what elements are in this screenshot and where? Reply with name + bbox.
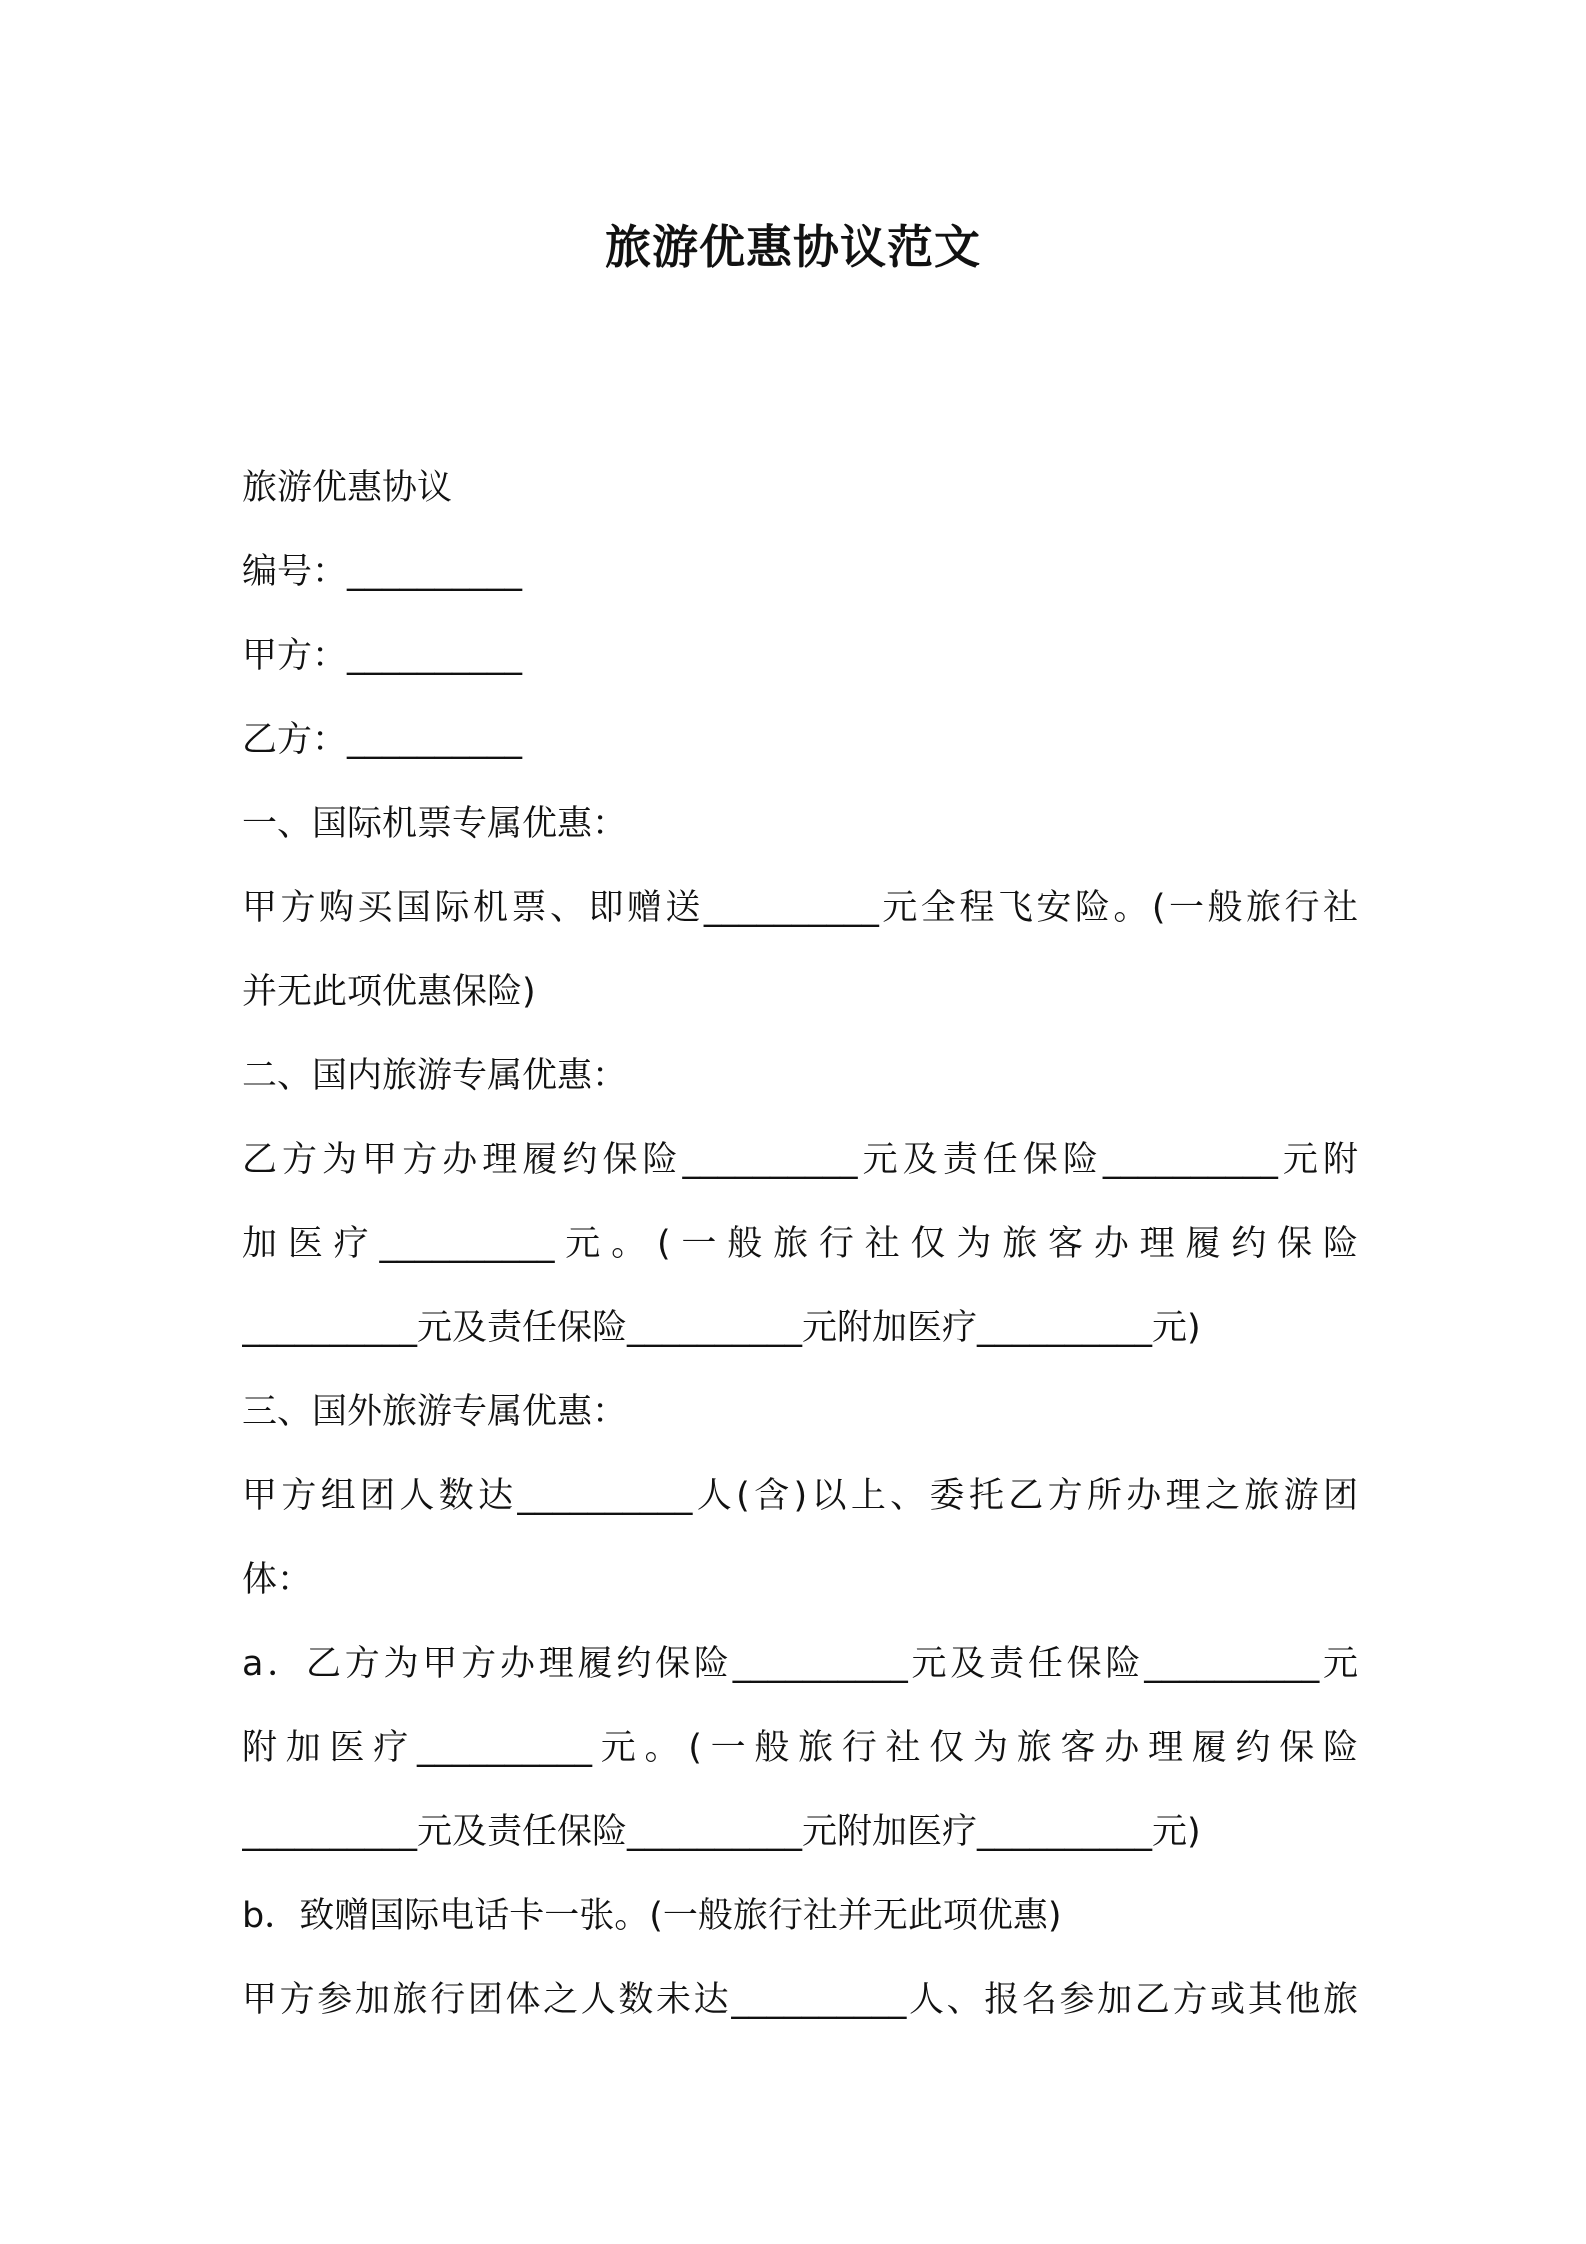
paragraph-line: 甲方购买国际机票、即赠送__________元全程飞安险。(一般旅行社 xyxy=(242,888,1358,928)
document-body xyxy=(242,446,1358,2042)
list-item-b: b．致赠国际电话卡一张。(一般旅行社并无此项优惠) xyxy=(242,1896,1062,1936)
paragraph-line: __________元及责任保险__________元附加医疗__________元) xyxy=(242,1308,1201,1348)
field-party-b: 乙方：__________ xyxy=(242,720,523,760)
field-party-a: 甲方：__________ xyxy=(242,636,523,676)
section-heading-2: 二、国内旅游专属优惠： xyxy=(242,1056,628,1096)
paragraph-line: 体： xyxy=(242,1560,313,1600)
paragraph-line: 甲方组团人数达__________人(含)以上、委托乙方所办理之旅游团 xyxy=(242,1476,1358,1516)
list-item-a: a．乙方为甲方办理履约保险__________元及责任保险__________元 xyxy=(242,1644,1358,1684)
section-heading-3: 三、国外旅游专属优惠： xyxy=(242,1392,628,1432)
paragraph-line: 乙方为甲方办理履约保险__________元及责任保险__________元附 xyxy=(242,1140,1358,1180)
paragraph-line: 并无此项优惠保险) xyxy=(242,972,536,1012)
paragraph-line: 甲方参加旅行团体之人数未达__________人、报名参加乙方或其他旅 xyxy=(242,1980,1358,2020)
document-title: 旅游优惠协议范文 xyxy=(605,220,981,274)
paragraph-line: 附加医疗__________元。(一般旅行社仅为旅客办理履约保险 xyxy=(242,1728,1358,1768)
section-heading-1: 一、国际机票专属优惠： xyxy=(242,804,628,844)
field-serial-number: 编号：__________ xyxy=(242,552,523,592)
paragraph-line: 加医疗__________元。(一般旅行社仅为旅客办理履约保险 xyxy=(242,1224,1358,1264)
paragraph-line: __________元及责任保险__________元附加医疗__________元) xyxy=(242,1812,1201,1852)
agreement-heading: 旅游优惠协议 xyxy=(242,468,453,508)
